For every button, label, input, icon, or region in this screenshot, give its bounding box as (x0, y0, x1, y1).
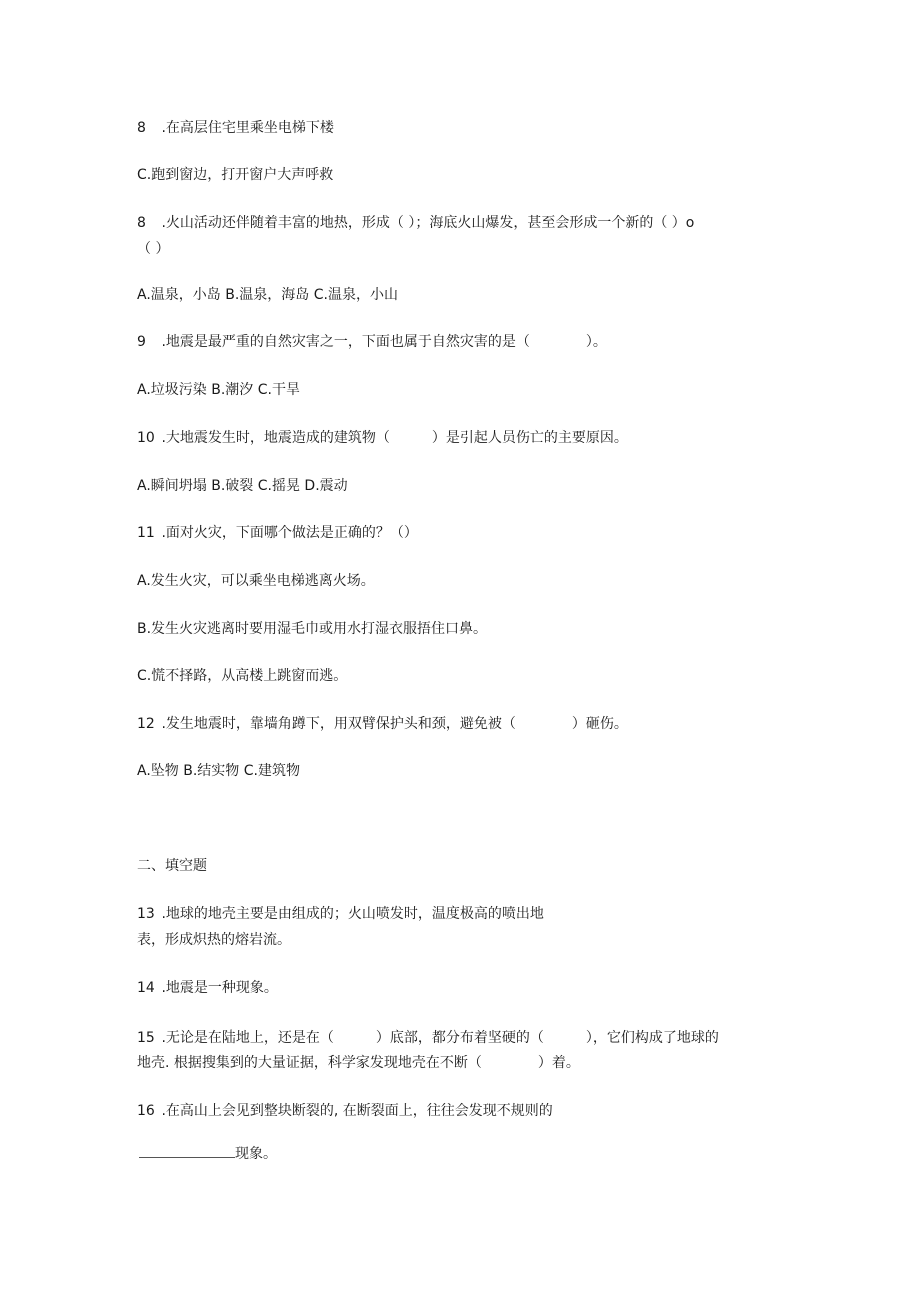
question-text: .发生地震时，靠墙角蹲下，用双臂保护头和颈，避免被（ ）砸伤。 (157, 716, 628, 732)
option-line (137, 166, 333, 184)
option-text: A.瞬间坍塌 B.破裂 C.摇晃 D.震动 (137, 478, 348, 494)
question-number: 14 (137, 980, 155, 996)
option-text: A.垃圾污染 B.潮汐 C.干旱 (137, 382, 300, 398)
option-text: C.跑到窗边，打开窗户大声呼救 (137, 167, 334, 183)
option-line (137, 477, 348, 495)
question-number: 8 (137, 120, 146, 136)
option-line (137, 667, 347, 685)
option-text: C.慌不择路，从高楼上跳窗而逃。 (137, 668, 348, 684)
option-line (137, 381, 300, 399)
question-text: .大地震发生时，地震造成的建筑物（ ）是引起人员伤亡的主要原因。 (157, 430, 628, 446)
section-heading (137, 857, 207, 875)
question-number: 12 (137, 716, 155, 732)
option-line (137, 620, 487, 638)
question-9 (137, 333, 607, 351)
question-text: .地球的地壳主要是由组成的；火山喷发时，温度极高的喷出地 (157, 906, 544, 922)
question-number: 15 (137, 1030, 155, 1046)
question-text: .地震是一种现象。 (157, 980, 278, 996)
answer-paren (137, 240, 169, 258)
question-text: 现象。 (235, 1146, 277, 1162)
question-number: 11 (137, 525, 155, 541)
question-text: .无论是在陆地上，还是在（ ）底部，都分布着坚硬的（ ），它们构成了地球的 (157, 1030, 719, 1046)
question-11 (137, 524, 418, 542)
question-number: 8 (137, 215, 146, 231)
option-line (137, 286, 398, 304)
option-text: A.坠物 B.结实物 C.建筑物 (137, 763, 300, 779)
question-text: 地壳. 根据搜集到的大量证据，科学家发现地壳在不断（ ）着。 (137, 1055, 580, 1071)
answer-blank-line (139, 1145, 235, 1158)
question-8a (137, 119, 334, 137)
question-13 (137, 905, 544, 923)
question-text: .在高层住宅里乘坐电梯下楼 (157, 120, 334, 136)
question-12 (137, 715, 628, 733)
question-14 (137, 979, 278, 997)
question-8b (137, 214, 694, 232)
question-15 (137, 1029, 719, 1047)
question-number: 13 (137, 906, 155, 922)
question-13-cont (137, 931, 291, 949)
question-text: .在高山上会见到整块断裂的, 在断裂面上，往往会发现不规则的 (157, 1103, 553, 1119)
option-text: A.温泉，小岛 B.温泉，海岛 C.温泉，小山 (137, 287, 398, 303)
question-number: 9 (137, 334, 146, 350)
answer-paren-text: （ ） (137, 241, 170, 257)
question-text: 表，形成炽热的熔岩流。 (137, 932, 291, 948)
question-text: .火山活动还伴随着丰富的地热，形成（ ）；海底火山爆发，甚至会形成一个新的（ ）o (157, 215, 695, 231)
question-text: .地震是最严重的自然灾害之一，下面也属于自然灾害的是（ ）。 (157, 334, 607, 350)
question-16 (137, 1102, 553, 1120)
question-10 (137, 429, 628, 447)
question-text: .面对火灾，下面哪个做法是正确的？（） (157, 525, 418, 541)
section-heading-text: 二、填空题 (137, 858, 207, 874)
option-line (137, 762, 300, 780)
option-text: A.发生火灾，可以乘坐电梯逃离火场。 (137, 573, 375, 589)
question-number: 10 (137, 430, 155, 446)
option-line (137, 572, 375, 590)
question-16-cont (139, 1145, 277, 1163)
question-number: 16 (137, 1103, 155, 1119)
option-text: B.发生火灾逃离时要用湿毛巾或用水打湿衣服捂住口鼻。 (137, 621, 488, 637)
question-15-cont (137, 1054, 580, 1072)
